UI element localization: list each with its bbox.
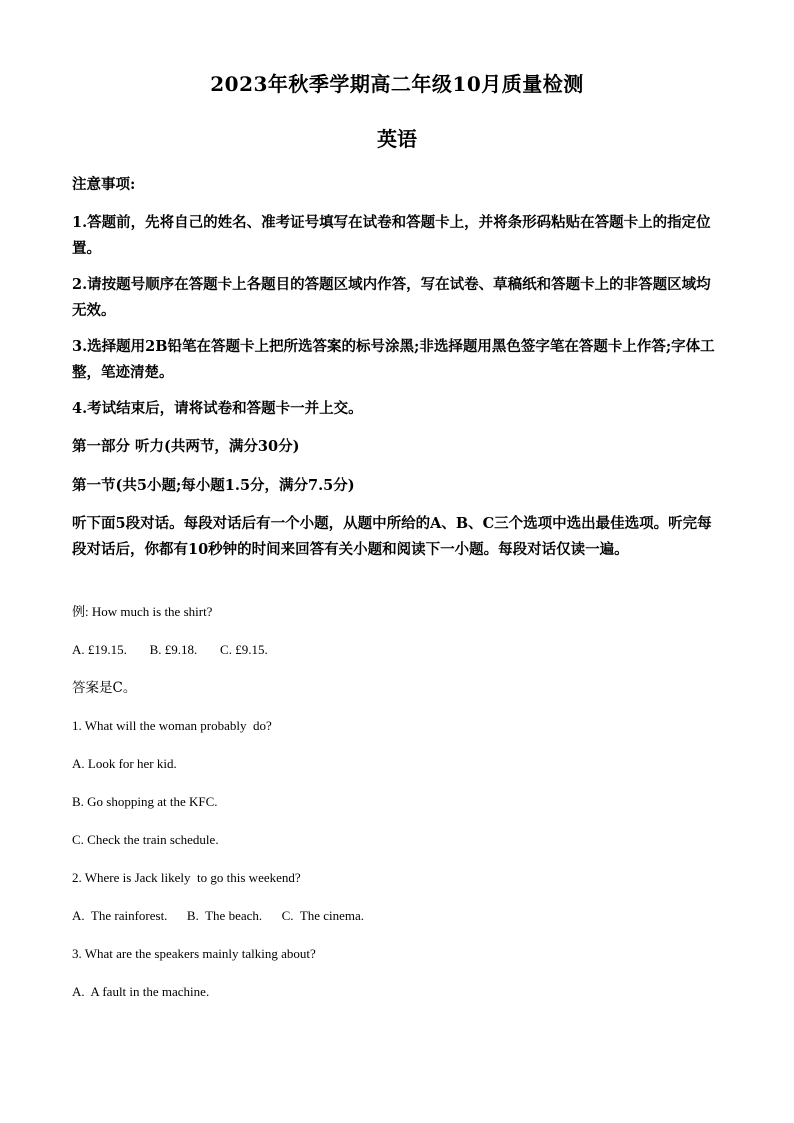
note-item-4: 4.考试结束后，请将试卷和答题卡一并上交。 <box>72 400 363 417</box>
example-options: A. £19.15. B. £9.18. C. £9.15. <box>72 642 268 657</box>
example-answer: 答案是C。 <box>72 680 137 696</box>
question-1-option-a: A. Look for her kid. <box>72 756 177 771</box>
question-1-option-b: B. Go shopping at the KFC. <box>72 794 218 809</box>
notes-heading: 注意事项: <box>72 176 136 193</box>
note-item-2: 2.请按题号顺序在答题卡上各题目的答题区域内作答，写在试卷、草稿纸和答题卡上的非答题区域均无效。 <box>72 276 711 319</box>
note-item-3: 3.选择题用2B铅笔在答题卡上把所选答案的标号涂黑;非选择题用黑色签字笔在答题卡上作答;字体工整，笔迹清楚。 <box>72 338 715 381</box>
question-2-options: A. The rainforest. B. The beach. C. The cinema. <box>72 908 365 923</box>
question-2: 2. Where is Jack likely to go this weekend? <box>72 870 301 885</box>
example-question: 例: How much is the shirt? <box>72 604 213 619</box>
question-3: 3. What are the speakers mainly talking about? <box>72 946 316 961</box>
question-1-option-c: C. Check the train schedule. <box>72 832 219 847</box>
note-item-1: 1.答题前，先将自己的姓名、准考证号填写在试卷和答题卡上，并将条形码粘贴在答题卡上的指定位置。 <box>72 214 711 257</box>
listening-instructions: 听下面5段对话。每段对话后有一个小题，从题中所给的A、B、C三个选项中选出最佳选项。听完每段对话后，你都有10秒钟的时间来回答有关小题和阅读下一小题。每段对话仅读一遍。 <box>72 515 712 558</box>
subject-title: 英语 <box>377 127 417 151</box>
section1-heading: 第一节(共5小题;每小题1.5分，满分7.5分) <box>72 477 355 494</box>
part1-heading: 第一部分 听力(共两节，满分30分) <box>72 438 300 455</box>
exam-title: 2023年秋季学期高二年级10月质量检测 <box>210 72 584 96</box>
question-1: 1. What will the woman probably do? <box>72 718 272 733</box>
question-3-option-a: A. A fault in the machine. <box>72 984 210 999</box>
